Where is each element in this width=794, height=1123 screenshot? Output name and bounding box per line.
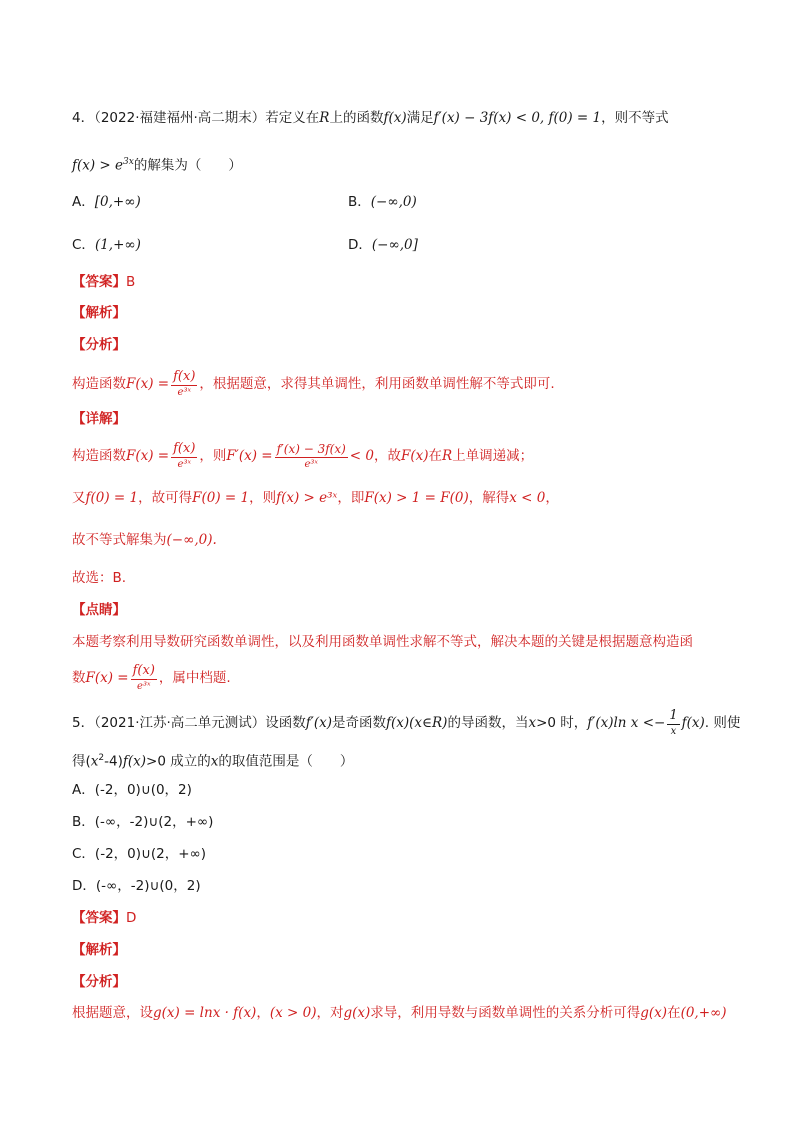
q5-stem-a: 5．（2021·江苏·高二单元测试）设函数 (72, 715, 306, 731)
q5-answer-tag: 【答案】 (72, 910, 126, 926)
q5-stem-c: 的导函数，当 (447, 715, 529, 731)
q4-xj3-a: 故不等式解集为 (72, 532, 167, 548)
q4-xj2-F0: F(0) = 1 (192, 490, 250, 506)
q4-xj2-f: ， (545, 490, 559, 506)
q4-domain-r: R (319, 110, 330, 126)
q4-stem-e: 的解集为（ ） (133, 157, 242, 174)
q4-stem-d: ，则不等式 (601, 110, 669, 126)
q5-ineq: f′(x)ln x <− (587, 715, 666, 731)
q4-fx: f(x) (383, 110, 407, 126)
q5-answer-value: D (126, 910, 137, 926)
q5-fx1-e: 在 (667, 1005, 681, 1021)
q4-xj2-Fxgt: F(x) > 1 = F(0) (364, 490, 469, 506)
q5-l2-sup: 2 (98, 753, 105, 763)
q5-stem-b: 是奇函数 (332, 715, 386, 731)
frac-denominator: x (670, 725, 677, 737)
q4-xj2-a: 又 (72, 490, 86, 506)
q5-l2-a: 得( (72, 753, 91, 770)
q5-fraction (667, 708, 679, 739)
q4-fenxi-a: 构造函数 (72, 376, 126, 392)
q4-stem-line1 (72, 108, 669, 128)
q5-l2-x2: x (210, 753, 219, 770)
q4-exponent: 3x (123, 157, 134, 167)
q4-xj1-b: ，则 (199, 448, 227, 464)
q5-fenxi-line1 (72, 1003, 727, 1023)
q4-xj2-fxgt: f(x) > e³ˣ (276, 490, 338, 506)
frac-numerator: 1 (669, 707, 678, 723)
q4-xj1-Fpx: F′(x) = (226, 448, 273, 464)
q4-xj1-Fx: F(x) = (126, 448, 170, 464)
q4-inequality: f(x) > e (72, 157, 124, 174)
q4-xiangjie-line3 (72, 530, 217, 550)
q5-stem-d: >0 时， (536, 715, 588, 731)
q4-xj2-c: ，则 (249, 490, 277, 506)
q5-l2-fx: f(x) (122, 753, 147, 770)
q4-option-a-label: A． (72, 194, 95, 210)
q4-xj2-d: ，即 (337, 490, 365, 506)
q4-xj1-fraction2 (275, 441, 348, 472)
frac-denominator: e³ˣ (177, 386, 192, 398)
q4-fenxi-tag: 【分析】 (72, 337, 126, 353)
q4-xj2-e: ，解得 (468, 490, 510, 506)
frac-numerator: f(x) (132, 662, 155, 678)
q4-option-b[interactable] (348, 192, 417, 212)
q5-fx1-d: 求导，利用导数与函数单调性的关系分析可得 (370, 1005, 641, 1021)
q5-l2-b: -4) (104, 753, 123, 770)
q4-dj2-fraction (131, 663, 157, 694)
q4-xj1-d: ，故 (374, 448, 401, 464)
q4-fenxi-b: ，根据题意，求得其单调性，利用函数单调性解不等式即可. (199, 376, 555, 392)
q5-stem-line1 (72, 706, 740, 740)
q4-dj2-b: ，属中档题. (158, 670, 231, 686)
q4-xj2-xlt0: x < 0 (509, 490, 546, 506)
q4-answer-tag: 【答案】 (72, 274, 126, 290)
q4-xj1-f: 上单调递减； (452, 448, 534, 464)
q4-option-d-value: (−∞,0] (371, 237, 418, 253)
q5-stem-line2 (72, 748, 353, 772)
frac-denominator: e³ˣ (177, 458, 192, 470)
q4-answer-value: B (126, 274, 136, 290)
q4-stem-line2 (72, 152, 242, 176)
q4-dj2-a: 数 (72, 670, 86, 686)
q5-l2-x: x (90, 753, 99, 770)
frac-denominator: e³ˣ (304, 458, 318, 470)
q5-jiexi-tag: 【解析】 (72, 942, 126, 958)
q4-option-b-label: B． (348, 194, 371, 210)
q5-answer (72, 908, 136, 928)
q4-dianjing-line1: 本题考察利用导数研究函数单调性，以及利用函数单调性求解不等式，解决本题的关键是根据题意构造函 (72, 634, 693, 650)
q5-l2-c: >0 成立的 (146, 753, 211, 770)
q5-fx1-gx2: g(x) (343, 1005, 371, 1021)
q4-xj1-R: R (442, 448, 453, 464)
q4-xj2-b: ，故可得 (138, 490, 193, 506)
q5-fx1-c: ，对 (316, 1005, 344, 1021)
q4-condition: f′(x) − 3f(x) < 0, f(0) = 1 (433, 110, 602, 126)
q5-option-c[interactable]: C．(-2，0)∪(2，+∞) (72, 846, 207, 862)
q4-option-d-label: D． (348, 237, 372, 253)
q4-option-c-label: C． (72, 237, 95, 253)
q5-fenxi-tag: 【分析】 (72, 974, 126, 990)
q4-guxuan: 故选：B. (72, 570, 127, 586)
q4-xj1-Fx2: F(x) (401, 448, 429, 464)
q4-option-c-value: (1,+∞) (94, 237, 141, 253)
q4-fenxi-Fx: F(x) = (126, 376, 170, 392)
frac-numerator: f(x) (173, 440, 196, 456)
q5-fx1-gx3: g(x) (640, 1005, 668, 1021)
q5-option-a[interactable]: A．(-2，0)∪(0，2) (72, 782, 192, 798)
q4-xj2-f0: f(0) = 1 (85, 490, 139, 506)
q4-jiexi-tag: 【解析】 (72, 305, 126, 321)
q4-stem-c: 满足 (406, 110, 434, 126)
q5-fx1-gx: g(x) = lnx · f(x) (153, 1005, 257, 1021)
q5-fpx: f′(x) (305, 715, 332, 731)
q4-xj1-c: < 0 (349, 448, 374, 464)
q5-x: x (528, 715, 537, 731)
q4-xj1-fraction (171, 441, 197, 472)
q4-stem-a: 4．（2022·福建福州·高二期末）若定义在 (72, 110, 320, 126)
frac-denominator: e³ˣ (137, 680, 151, 692)
q4-dj2-Fx: F(x) = (85, 670, 129, 686)
frac-numerator: f(x) (173, 368, 196, 384)
q4-xiangjie-line2 (72, 488, 559, 508)
q4-xj1-a: 构造函数 (72, 448, 126, 464)
q5-fx1-interval: (0,+∞) (680, 1005, 727, 1021)
q5-ineq2: f(x) (681, 715, 705, 731)
q4-fenxi-fraction (171, 369, 197, 400)
q4-option-b-value: (−∞,0) (370, 194, 417, 210)
q5-option-d[interactable]: D．(-∞，-2)∪(0，2) (72, 878, 201, 894)
q4-xj3-set: (−∞,0). (166, 532, 217, 548)
q4-xj1-e: 在 (428, 448, 443, 464)
q4-stem-b: 上的函数 (329, 110, 384, 126)
frac-numerator: f′(x) − 3f(x) (276, 441, 346, 456)
q5-fx1-xcond: (x > 0) (269, 1005, 317, 1021)
q4-answer (72, 272, 135, 292)
q5-fxR: f(x)(x∈R) (386, 715, 448, 731)
q4-fenxi-text (72, 366, 555, 402)
q5-l2-d: 的取值范围是（ ） (218, 753, 354, 770)
q4-option-c[interactable] (72, 235, 141, 255)
q5-fx1-b: ， (256, 1005, 270, 1021)
q4-option-a-value: [0,+∞) (94, 194, 141, 210)
q4-xiangjie-tag: 【详解】 (72, 411, 126, 427)
q4-option-a[interactable] (72, 192, 141, 212)
q4-dianjing-tag: 【点睛】 (72, 602, 126, 618)
q5-stem-e: . 则使 (704, 715, 741, 731)
q4-option-d[interactable] (348, 235, 418, 255)
q5-fx1-a: 根据题意，设 (72, 1005, 153, 1021)
q4-dianjing-line2 (72, 660, 231, 696)
q4-xiangjie-line1 (72, 438, 533, 474)
q5-option-b[interactable]: B．(-∞，-2)∪(2，+∞) (72, 814, 214, 830)
